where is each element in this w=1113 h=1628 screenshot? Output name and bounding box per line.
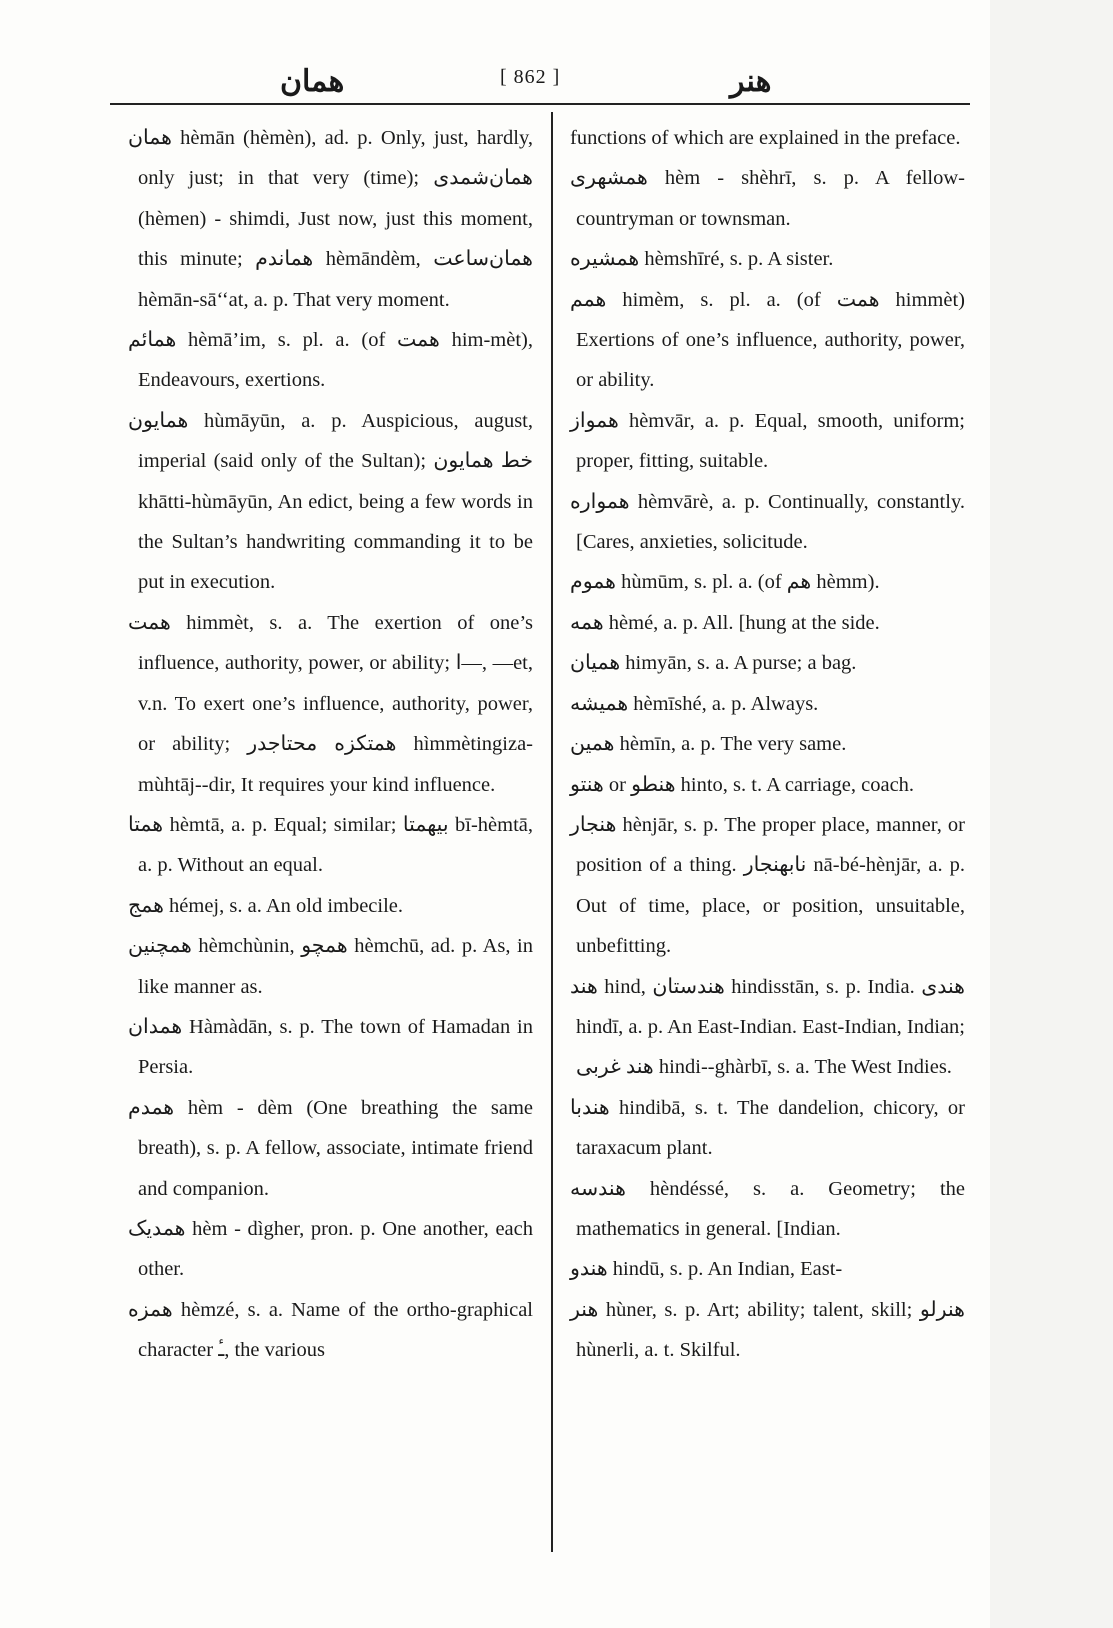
dictionary-entry: همیشه hèmīshé, a. p. Always. bbox=[570, 692, 819, 715]
header-rule bbox=[110, 103, 970, 105]
dictionary-entry: همشهری hèm - shèhrī, s. p. A fellow-countryman or townsman. bbox=[570, 167, 965, 230]
left-column bbox=[128, 118, 533, 1371]
dictionary-entry: همواره hèmvārè, a. p. Continually, constantly. [Cares, anxieties, solicitude. bbox=[570, 490, 965, 554]
dictionary-entry: همین hèmīn, a. p. The very same. bbox=[570, 733, 847, 756]
dictionary-entry: همدم hèm - dèm (One breathing the same breath), s. p. A fellow, associate, intimate friend and companion. bbox=[128, 1096, 533, 1200]
dictionary-entry: هندسه hèndéssé, s. a. Geometry; the mathematics in general. [Indian. bbox=[570, 1177, 965, 1240]
dictionary-entry: همایون hùmāyūn, a. p. Auspicious, august, imperial (said only of the Sultan); خط همایون khātti-hùmāyūn, An edict, being a few words in the Sultan’s handwriting commanding it to be put in execution. bbox=[128, 409, 533, 594]
dictionary-entry: هندبا hindibā, s. t. The dandelion, chicory, or taraxacum plant. bbox=[570, 1096, 965, 1160]
dictionary-entry: همواز hèmvār, a. p. Equal, smooth, uniform; proper, fitting, suitable. bbox=[570, 409, 965, 473]
dictionary-entry: همشیره hèmshīré, s. p. A sister. bbox=[570, 248, 834, 271]
dictionary-entry: همدیک hèm - dìgher, pron. p. One another, each other. bbox=[128, 1217, 533, 1281]
dictionary-entry: همزه hèmzé, s. a. Name of the ortho-graphical character ـٔ, the various bbox=[128, 1298, 533, 1362]
dictionary-entry: همچنین hèmchùnin, همچو hèmchū, ad. p. As, in like manner as. bbox=[128, 935, 533, 998]
dictionary-entry: همت himmèt, s. a. The exertion of one’s influence, authority, power, or ability; ا—, —et, v.n. To exert one’s influence, authority, power, or ability; همتکزه محتاجدر hìmmètingiza-mùhtāj--dir, It requires your kind influence. bbox=[128, 611, 534, 796]
dictionary-entry: همتا hèmtā, a. p. Equal; similar; بیهمتا bī-hèmtā, a. p. Without an equal. bbox=[128, 813, 533, 877]
dictionary-entry: هنجار hènjār, s. p. The proper place, manner, or position of a thing. نابهنجار nā-bé-hènjār, a. p. Out of time, place, or position, unsuitable, unbefitting. bbox=[570, 813, 965, 958]
dictionary-entry: همان hèmān (hèmèn), ad. p. Only, just, hardly, only just; in that very (time); همان‌شمدی (hèmen) - shimdi, Just now, just this moment, this minute; هماندم hèmāndèm, همان‌ساعت hèmān-sā‘‘at, a. p. That very moment. bbox=[128, 127, 533, 311]
header-catchword-left: همان bbox=[280, 65, 345, 98]
dictionary-entry: همه hèmé, a. p. All. [hung at the side. bbox=[570, 611, 880, 634]
dictionary-entry: functions of which are explained in the preface. bbox=[570, 127, 961, 149]
dictionary-entry: هنتو or هنطو hinto, s. t. A carriage, coach. bbox=[570, 773, 915, 796]
page-number: [ 862 ] bbox=[500, 66, 561, 88]
dictionary-entry: هنر hùner, s. p. Art; ability; talent, skill; هنرلو hùnerli, a. t. Skilful. bbox=[570, 1298, 965, 1362]
right-column bbox=[570, 118, 965, 1371]
dictionary-entry: هندو hindū, s. p. An Indian, East- bbox=[570, 1258, 843, 1281]
dictionary-entry: هند hind, هندستان hindisstān, s. p. India. هندی hindī, a. p. An East-Indian. East-Indian, Indian; هند غربی hindi--ghàrbī, s. a. The West Indies. bbox=[570, 975, 965, 1079]
header-catchword-right: هنر bbox=[730, 65, 772, 98]
dictionary-entry: همیان himyān, s. a. A purse; a bag. bbox=[570, 652, 857, 675]
page-header bbox=[110, 58, 970, 98]
dictionary-entry: همائم hèmā’im, s. pl. a. (of همت him-mèt), Endeavours, exertions. bbox=[128, 329, 533, 392]
column-divider bbox=[551, 112, 553, 1552]
dictionary-entry: همدان Hàmàdān, s. p. The town of Hamadan in Persia. bbox=[128, 1015, 533, 1079]
dictionary-entry: همج hémej, s. a. An old imbecile. bbox=[128, 894, 404, 917]
dictionary-entry: هموم hùmūm, s. pl. a. (of هم hèmm). bbox=[570, 571, 880, 594]
dictionary-entry: همم himèm, s. pl. a. (of همت himmèt) Exertions of one’s influence, authority, power, or ability. bbox=[570, 288, 965, 392]
